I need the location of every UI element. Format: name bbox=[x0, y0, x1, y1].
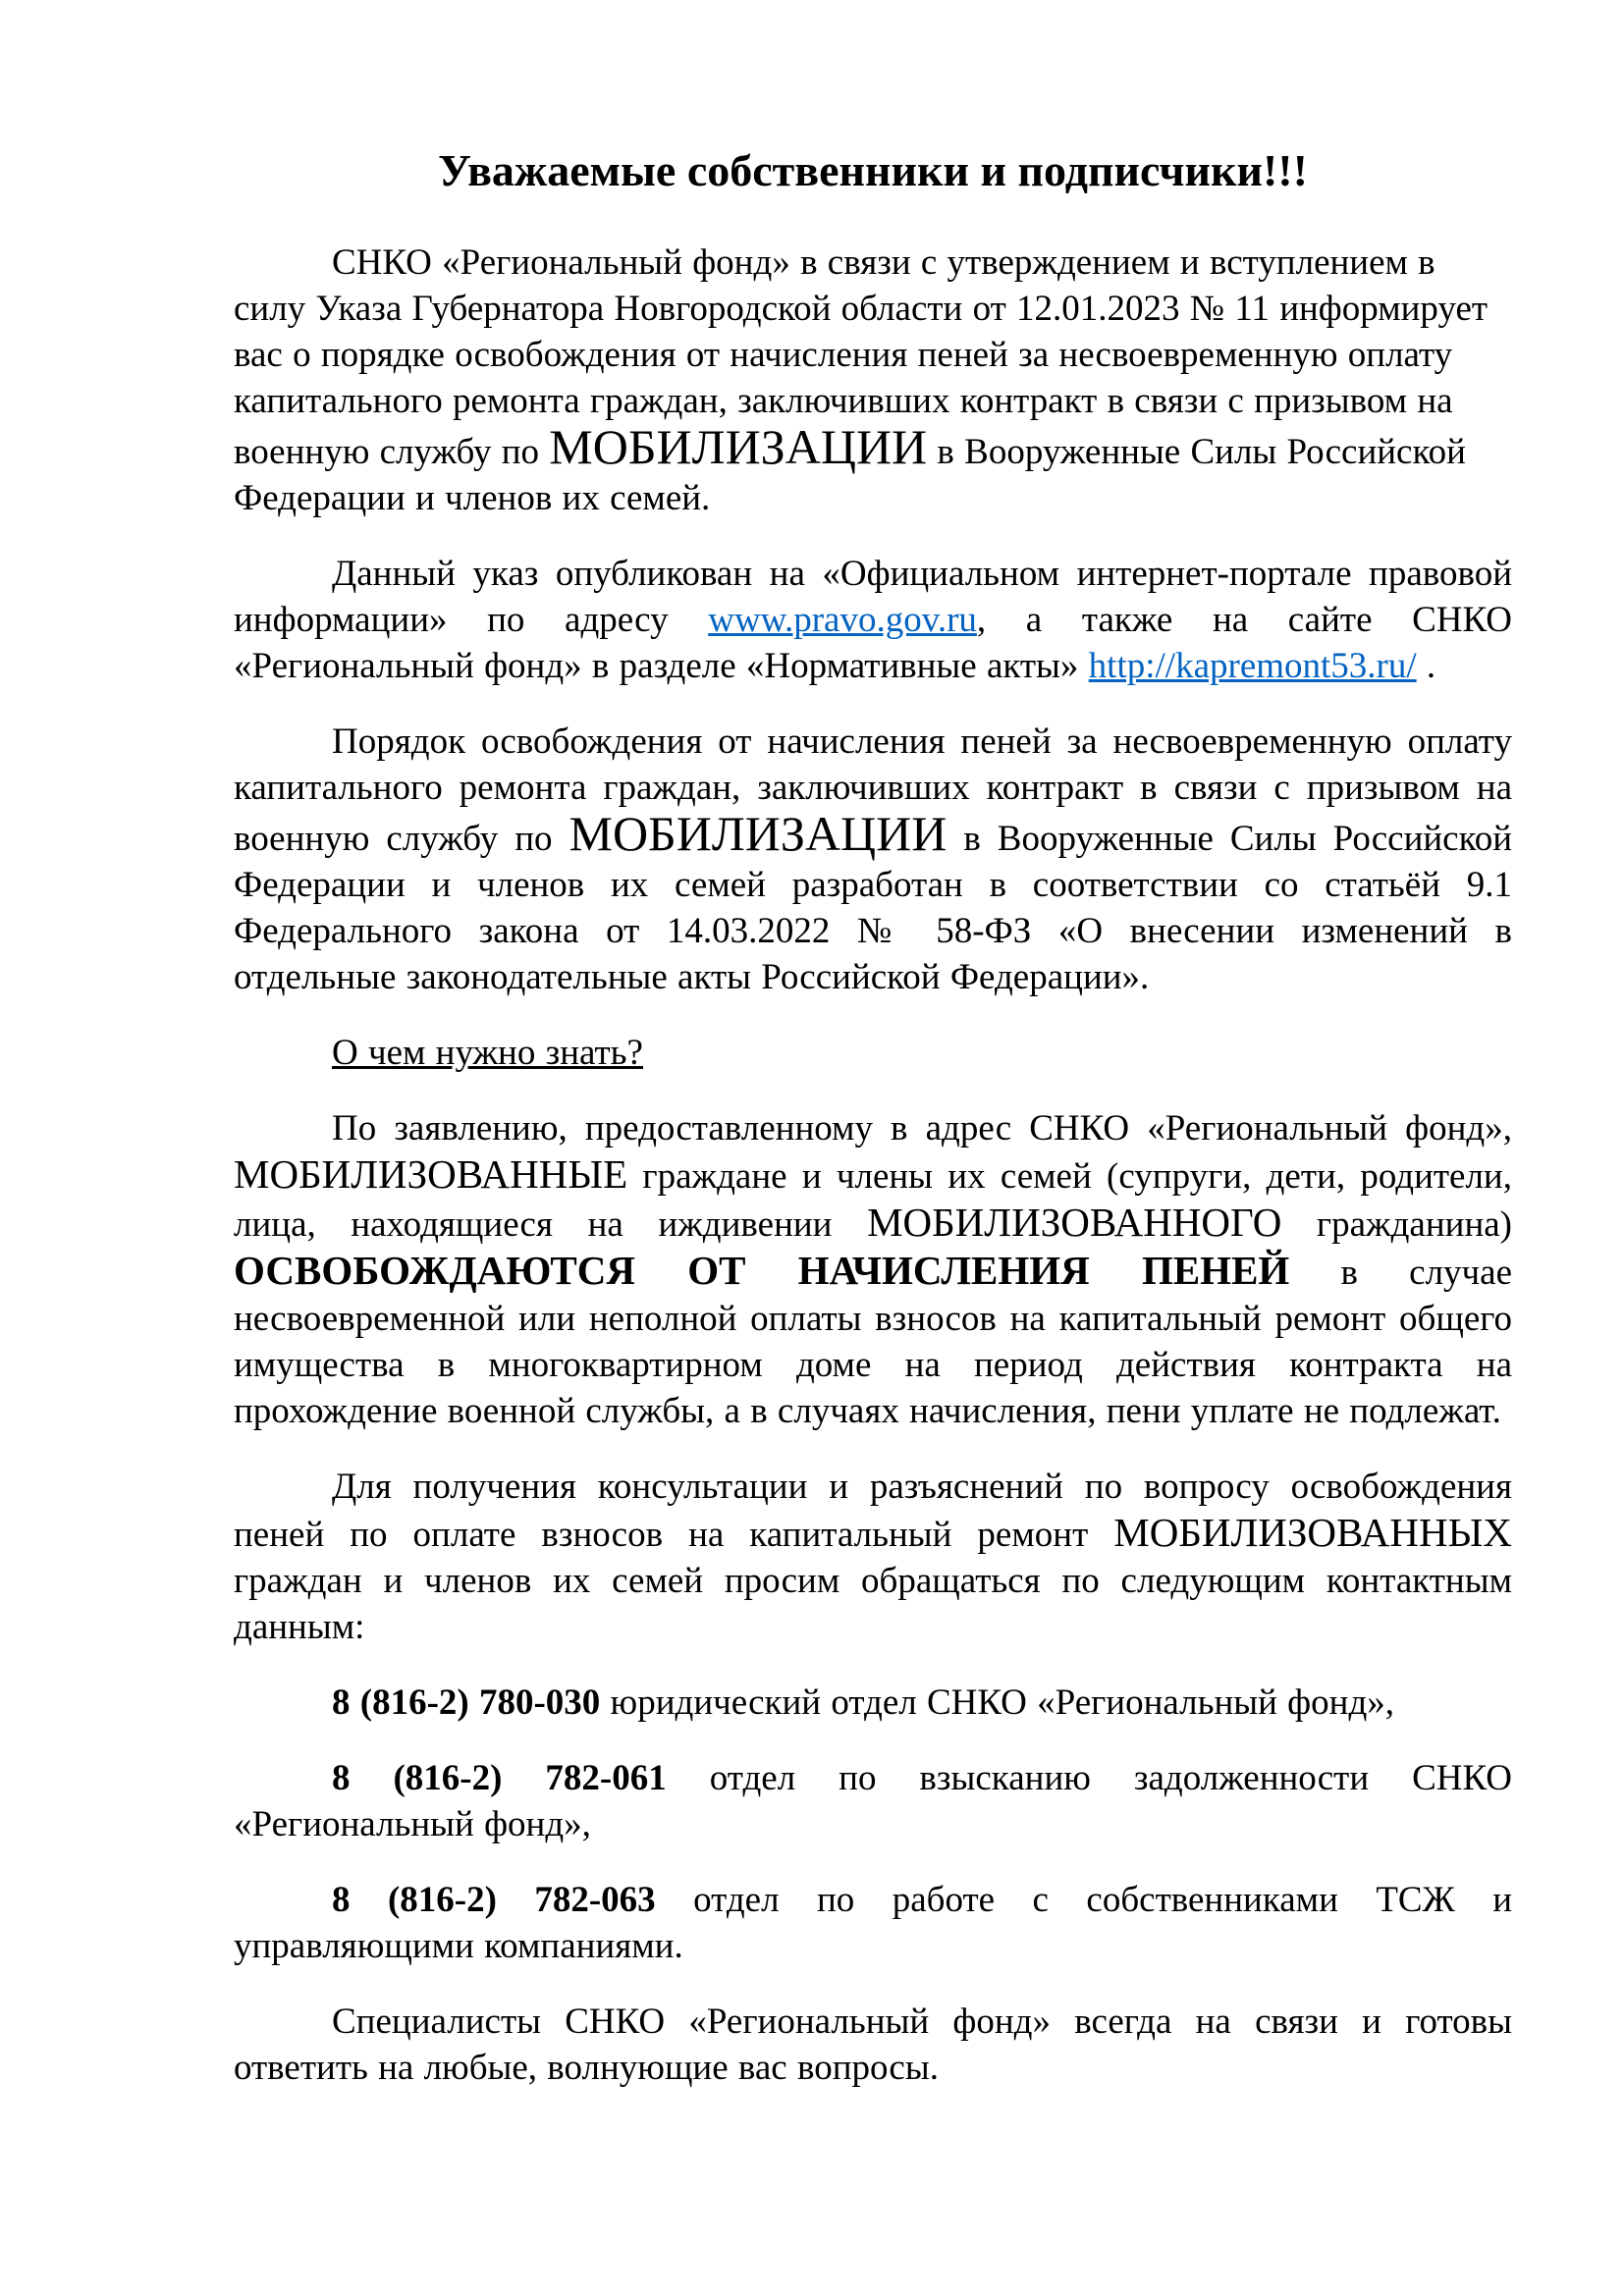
text-run: в Вооруженные Силы Российской Федерации и членов их семей. bbox=[234, 432, 1466, 518]
text-run: Для получения консультации и разъяснений по вопросу освобождения пеней по оплате взносов на капитальный ремонт bbox=[234, 1467, 1512, 1555]
paragraph bbox=[234, 1999, 1512, 2091]
text-run: гражданина) bbox=[1281, 1204, 1512, 1245]
paragraph bbox=[234, 1680, 1512, 1726]
paragraph bbox=[234, 551, 1512, 689]
text-run: граждан и членов их семей просим обращаться по следующим контактным данным: bbox=[234, 1561, 1512, 1647]
page-title: Уважаемые собственники и подписчики!!! bbox=[438, 145, 1308, 195]
text-run: 8 (816-2) 782-063 bbox=[332, 1880, 656, 1920]
paragraph bbox=[234, 1464, 1512, 1650]
paragraph bbox=[234, 719, 1512, 1000]
text-run: . bbox=[1416, 646, 1436, 686]
text-run: МОБИЛИЗОВАННОГО bbox=[867, 1200, 1282, 1245]
text-run: отдел по взысканию задолженности СНКО «Региональный фонд», bbox=[234, 1758, 1512, 1844]
hyperlink[interactable]: http://kapremont53.ru/ bbox=[1088, 646, 1417, 686]
paragraph bbox=[234, 1105, 1512, 1434]
text-run: Данный указ опубликован на «Официальном интернет-портале правовой информации» по адресу bbox=[234, 554, 1512, 640]
document-body bbox=[234, 240, 1512, 2091]
paragraph bbox=[234, 1755, 1512, 1847]
text-run: Специалисты СНКО «Региональный фонд» всегда на связи и готовы ответить на любые, волнующие вас вопросы. bbox=[234, 2002, 1512, 2088]
text-run: По заявлению, предоставленному в адрес СНКО «Региональный фонд», bbox=[332, 1108, 1512, 1148]
text-run: в случае несвоевременной или неполной оплаты взносов на капитальный ремонт общего имущества в многоквартирном доме на период действия контракта на прохождение военной службы, а в случаях начисления, пени уплате не подлежат. bbox=[234, 1253, 1513, 1431]
text-run: МОБИЛИЗОВАННЫХ bbox=[1113, 1510, 1512, 1555]
text-run: , а также на сайте СНКО «Региональный фонд» в разделе «Нормативные акты» bbox=[234, 600, 1513, 686]
text-run: граждане и члены их семей (супруги, дети, родители, лица, находящиеся на иждивении bbox=[234, 1156, 1512, 1245]
paragraph bbox=[234, 1877, 1512, 1969]
text-run: отдел по работе с собственниками ТСЖ и управляющими компаниями. bbox=[234, 1880, 1512, 1966]
hyperlink[interactable]: www.pravo.gov.ru bbox=[708, 600, 977, 640]
text-run: в Вооруженные Силы Российской Федерации и членов их семей разработан в соответствии со статьёй 9.1 Федерального закона от 14.03.2022 № 58-ФЗ «О внесении изменений в отдельные законодательные акты Российской Федерации». bbox=[234, 819, 1513, 997]
paragraph bbox=[234, 240, 1512, 521]
text-run: 8 (816-2) 782-061 bbox=[332, 1758, 667, 1798]
text-run: МОБИЛИЗОВАННЫЕ bbox=[234, 1151, 628, 1197]
text-run: Порядок освобождения от начисления пеней за несвоевременную оплату капитального ремонта граждан, заключивших контракт в связи с призывом на военную службу по bbox=[234, 721, 1512, 859]
text-run: О чем нужно знать? bbox=[332, 1033, 643, 1073]
text-run: МОБИЛИЗАЦИИ bbox=[549, 419, 928, 474]
paragraph bbox=[234, 1030, 1512, 1076]
text-run: юридический отдел СНКО «Региональный фонд», bbox=[600, 1682, 1395, 1723]
text-run: ОСВОБОЖДАЮТСЯ ОТ НАЧИСЛЕНИЯ ПЕНЕЙ bbox=[234, 1248, 1290, 1293]
text-run: СНКО «Региональный фонд» в связи с утверждением и вступлением в силу Указа Губернатора Новгородской области от 12.01.2023 № 11 информирует вас о порядке освобождения от начисления пеней за несвоевременную оплату капитального ремонта граждан, заключивших контракт в связи с призывом на военную службу по bbox=[234, 242, 1489, 472]
text-run: МОБИЛИЗАЦИИ bbox=[568, 806, 947, 861]
text-run: 8 (816-2) 780-030 bbox=[332, 1682, 601, 1723]
